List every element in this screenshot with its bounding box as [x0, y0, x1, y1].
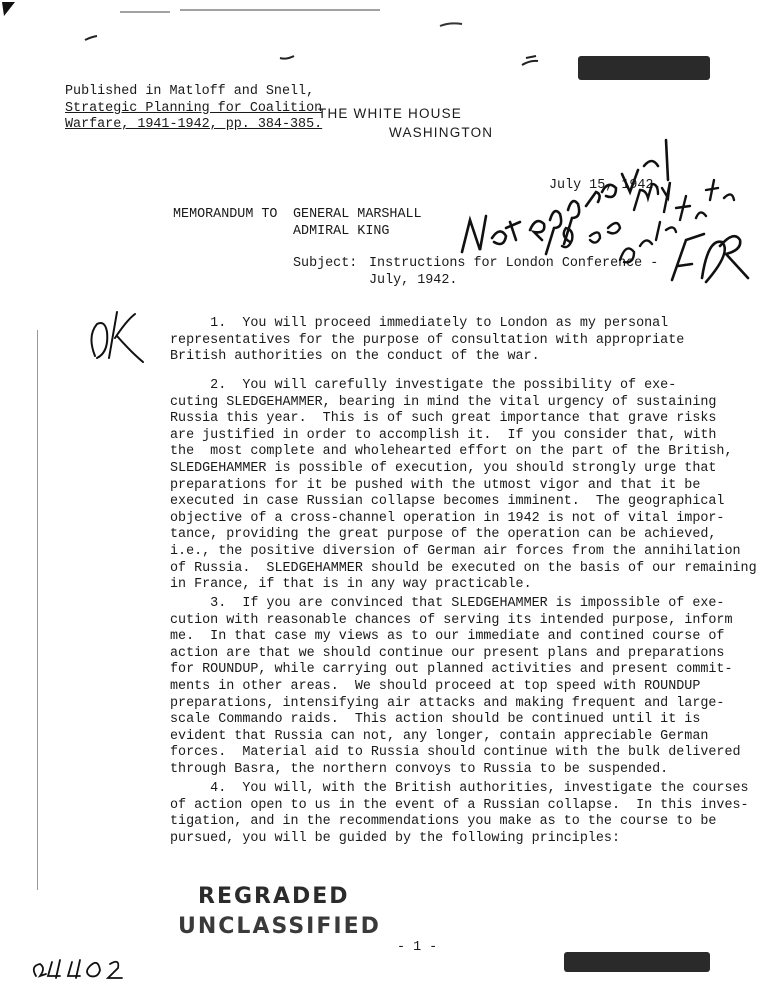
body-line: evident that Russia can not, any longer, contain appreciable German [170, 728, 709, 744]
subject-label: Subject: [293, 256, 358, 271]
body-line: pursued, you will be guided by the following principles: [170, 830, 620, 846]
letterhead-city: WASHINGTON [389, 125, 494, 140]
body-line: executed in case Russian collapse becomes imminent. The geographical [170, 494, 725, 510]
body-line: ments in other areas. We should proceed at top speed with ROUNDUP [170, 678, 701, 694]
paragraph-1 [170, 316, 684, 366]
recipient: GENERAL MARSHALL [293, 207, 422, 222]
handwritten-annotation [440, 70, 760, 310]
body-line: cution with reasonable chances of serving its intended purpose, inform [170, 612, 733, 628]
publication-line: Strategic Planning for Coalition [65, 100, 323, 116]
archive-number [26, 954, 146, 988]
stamp-unclassified: UNCLASSIFIED [178, 914, 381, 939]
memo-label: MEMORANDUM TO [173, 207, 278, 222]
memo-recipients [293, 207, 422, 240]
recipient: ADMIRAL KING [293, 223, 390, 239]
publication-line: Warfare, 1941-1942, pp. 384-385. [65, 117, 323, 133]
body-line: 4. You will, with the British authorities, investigate the courses [170, 781, 749, 796]
publication-line: Published in Matloff and Snell, [65, 84, 315, 99]
redaction-block-bottom [564, 952, 710, 972]
body-line: preparations for it be pushed with the utmost vigor and that it be [170, 477, 701, 493]
body-line: tigation, and in the recommendations you make as to the course to be [170, 814, 717, 830]
paragraph-4 [170, 781, 749, 847]
page-number: - 1 - [397, 940, 438, 955]
body-line: of Russia. SLEDGEHAMMER should be executed on the basis of our remaining [170, 560, 757, 576]
body-line: 2. You will carefully investigate the possibility of exe- [170, 378, 677, 393]
body-line: 1. You will proceed immediately to London as my personal [170, 316, 669, 331]
body-line: forces. Material aid to Russia should continue with the bulk delivered [170, 745, 741, 761]
body-line: tance, providing the great purpose of the operation can be achieved, [170, 527, 717, 543]
paragraph-3 [170, 596, 741, 779]
subject-line: July, 1942. [369, 272, 458, 288]
body-line: Russia this year. This is of such great importance that grave risks [170, 411, 717, 427]
body-line: SLEDGEHAMMER is possible of execution, you should strongly urge that [170, 460, 717, 476]
body-line: through Basra, the northern convoys to Russia to be suspended. [170, 761, 669, 777]
body-line: the most complete and wholehearted effort on the part of the British, [170, 444, 733, 460]
body-line: 3. If you are convinced that SLEDGEHAMMER is impossible of exe- [170, 596, 725, 611]
body-line: for ROUNDUP, while carrying out planned activities and present commit- [170, 662, 733, 678]
body-line: objective of a cross-channel operation in 1942 is not of vital impor- [170, 510, 725, 526]
body-line: scale Commando raids. This action should be continued until it is [170, 712, 701, 728]
publication-note [65, 84, 322, 134]
body-line: action are that we should continue our present plans and preparations [170, 645, 725, 661]
body-line: me. In that case my views as to our immediate and contined course of [170, 629, 725, 645]
body-line: cuting SLEDGEHAMMER, bearing in mind the vital urgency of sustaining [170, 394, 717, 410]
memo-date: July 15, 1942. [549, 178, 662, 193]
margin-initials [85, 306, 165, 376]
stamp-regraded: REGRADED [198, 884, 350, 909]
margin-rule [37, 330, 38, 890]
body-line: preparations, intensifying air attacks and making frequent and large- [170, 695, 725, 711]
body-line: of action open to us in the event of a Russian collapse. In this inves- [170, 797, 749, 813]
body-line: are justified in order to accomplish it. If you consider that, with [170, 427, 717, 443]
body-line: in France, if that is in any way practicable. [170, 577, 532, 593]
subject-line: Instructions for London Conference - [369, 256, 659, 271]
paragraph-2 [170, 378, 757, 594]
letterhead-org: THE WHITE HOUSE [318, 106, 463, 121]
body-line: representatives for the purpose of consultation with appropriate [170, 332, 685, 348]
body-line: British authorities on the conduct of the war. [170, 349, 540, 365]
body-line: i.e., the positive diversion of German air forces from the annihilation [170, 543, 741, 559]
